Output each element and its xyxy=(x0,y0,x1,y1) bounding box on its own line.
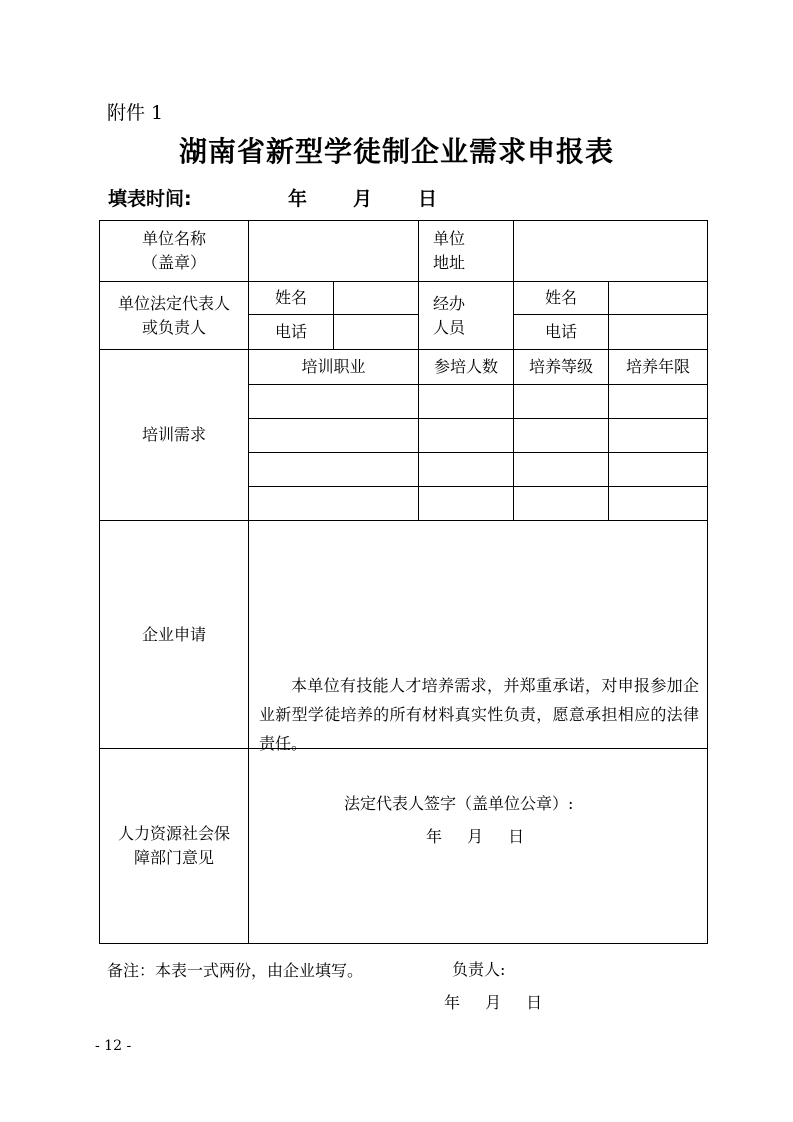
fill-date-month: 月 xyxy=(353,188,373,210)
training-occupation-cell[interactable] xyxy=(249,487,419,521)
legal-name-field[interactable] xyxy=(334,282,419,315)
legal-phone-label: 电话 xyxy=(249,315,334,350)
enterprise-application-label: 企业申请 xyxy=(100,521,249,749)
training-header-level: 培养等级 xyxy=(514,350,609,385)
handler-name-field[interactable] xyxy=(609,282,708,315)
legal-name-label: 姓名 xyxy=(249,282,334,315)
training-years-cell[interactable] xyxy=(609,487,708,521)
form-title: 湖南省新型学徒制企业需求申报表 xyxy=(178,135,614,168)
training-years-cell[interactable] xyxy=(609,385,708,419)
enterprise-application-content xyxy=(249,521,708,846)
unit-address-label: 单位 地址 xyxy=(419,221,514,282)
hr-opinion-label: 人力资源社会保 障部门意见 xyxy=(100,749,249,944)
training-count-cell[interactable] xyxy=(419,385,514,419)
remark-note: 备注：本表一式两份，由企业填写。 xyxy=(107,961,364,980)
training-needs-label: 培训需求 xyxy=(100,350,249,521)
training-years-cell[interactable] xyxy=(609,419,708,453)
legal-rep-label: 单位法定代表人 或负责人 xyxy=(100,282,249,350)
training-occupation-cell[interactable] xyxy=(249,419,419,453)
fill-date-day: 日 xyxy=(418,188,438,210)
legal-phone-field[interactable] xyxy=(334,315,419,350)
training-header-years: 培养年限 xyxy=(609,350,708,385)
handler-phone-field[interactable] xyxy=(609,315,708,350)
page-number: - 12 - xyxy=(95,1038,132,1054)
training-level-cell[interactable] xyxy=(514,487,609,521)
handler-label: 经办 人员 xyxy=(419,282,514,350)
responsible-person-label: 负责人: xyxy=(452,960,506,979)
application-date: 年 月 日 xyxy=(426,826,525,846)
training-count-cell[interactable] xyxy=(419,487,514,521)
handler-name-label: 姓名 xyxy=(514,282,609,315)
fill-date-year: 年 xyxy=(288,188,308,210)
training-count-cell[interactable] xyxy=(419,419,514,453)
training-level-cell[interactable] xyxy=(514,419,609,453)
training-count-cell[interactable] xyxy=(419,453,514,487)
fill-date-label: 填表时间: xyxy=(108,188,192,210)
training-occupation-cell[interactable] xyxy=(249,453,419,487)
handler-phone-label: 电话 xyxy=(514,315,609,350)
legal-signature-label: 法定代表人签字（盖单位公章）: xyxy=(344,793,574,813)
unit-address-field[interactable] xyxy=(514,221,708,282)
training-header-count: 参培人数 xyxy=(419,350,514,385)
unit-name-field[interactable] xyxy=(249,221,419,282)
training-years-cell[interactable] xyxy=(609,453,708,487)
training-occupation-cell[interactable] xyxy=(249,385,419,419)
hr-opinion-date: 年 月 日 xyxy=(444,993,543,1012)
promise-text: 本单位有技能人才培养需求，并郑重承诺，对申报参加企业新型学徒培养的所有材料真实性负责，愿意承担相应的法律责任。 xyxy=(259,675,699,753)
training-level-cell[interactable] xyxy=(514,453,609,487)
unit-name-label: 单位名称 （盖章） xyxy=(100,221,249,282)
training-header-occupation: 培训职业 xyxy=(249,350,419,385)
attachment-label: 附件 1 xyxy=(107,102,164,124)
training-level-cell[interactable] xyxy=(514,385,609,419)
